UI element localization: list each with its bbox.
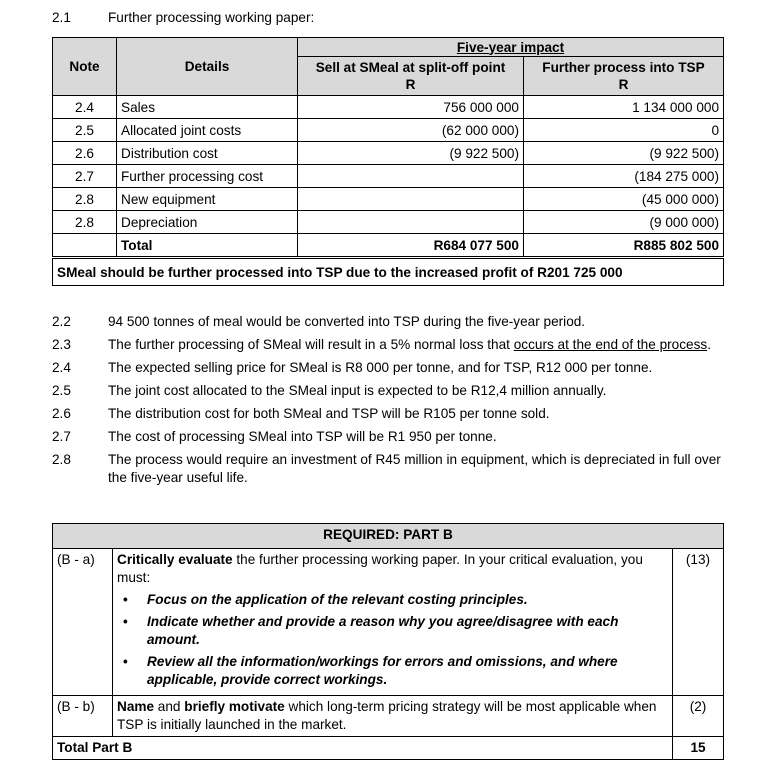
- header-further-line1: Further process into TSP: [542, 60, 705, 75]
- row-further-amount: 0: [524, 119, 724, 142]
- row-details: Allocated joint costs: [117, 119, 298, 142]
- row-sell-amount: (62 000 000): [298, 119, 524, 142]
- question-b-text: which long-term pricing strategy will be most applicable when TSP is initially launched in the market.: [117, 699, 657, 732]
- row-note: 2.8: [53, 211, 117, 234]
- notes-list: [52, 313, 722, 492]
- row-further-amount: (45 000 000): [524, 188, 724, 211]
- question-a-intro: [117, 551, 668, 587]
- bullet-text: Indicate whether and provide a reason why you agree/disagree with each amount.: [147, 614, 619, 647]
- working-paper-row: [53, 142, 724, 165]
- header-sell-split-off: [298, 57, 524, 96]
- bullet-item: [117, 591, 668, 609]
- total-part-b-label: Total Part B: [53, 737, 673, 760]
- header-sell-line1: Sell at SMeal at split-off point: [315, 60, 506, 75]
- question-b-label: (B - b): [53, 696, 113, 737]
- note-text: [108, 336, 722, 354]
- row-sell-amount: 756 000 000: [298, 96, 524, 119]
- header-five-year-impact: Five-year impact: [298, 38, 724, 57]
- note-2-2: [52, 313, 722, 331]
- question-b-body: [113, 696, 673, 737]
- header-further-process: [524, 57, 724, 96]
- row-details: Sales: [117, 96, 298, 119]
- row-note: 2.6: [53, 142, 117, 165]
- row-further-amount: 1 134 000 000: [524, 96, 724, 119]
- note-text: The cost of processing SMeal into TSP will be R1 950 per tonne.: [108, 429, 497, 444]
- row-further-amount: (9 922 500): [524, 142, 724, 165]
- note-2-8: [52, 451, 722, 487]
- row-sell-amount: (9 922 500): [298, 142, 524, 165]
- required-part-b-table: [52, 523, 724, 760]
- row-note: 2.4: [53, 96, 117, 119]
- note-text-underlined: occurs at the end of the process: [513, 337, 708, 352]
- header-further-line2: R: [618, 77, 629, 92]
- question-a-text: the further processing working paper. In your critical evaluation, you must:: [117, 552, 643, 585]
- row-further-amount: (184 275 000): [524, 165, 724, 188]
- working-paper-table: [52, 37, 724, 286]
- question-a-marks: (13): [673, 549, 724, 696]
- row-note: 2.5: [53, 119, 117, 142]
- section-number: 2.1: [52, 10, 71, 25]
- row-details: Further processing cost: [117, 165, 298, 188]
- note-2-3: [52, 336, 722, 354]
- bullet-text: Review all the information/workings for errors and omissions, and where applicable, provide correct workings.: [147, 654, 618, 687]
- row-note: 2.8: [53, 188, 117, 211]
- row-sell-amount: [298, 188, 524, 211]
- note-number: 2.5: [52, 383, 71, 398]
- header-sell-line2: R: [405, 77, 416, 92]
- header-details: Details: [117, 38, 298, 96]
- working-paper-row: [53, 211, 724, 234]
- note-number: 2.7: [52, 429, 71, 444]
- bullet-icon: •: [123, 592, 128, 607]
- row-details: Distribution cost: [117, 142, 298, 165]
- working-paper-row: [53, 119, 724, 142]
- note-text: The expected selling price for SMeal is R8 000 per tonne, and for TSP, R12 000 per tonne.: [108, 360, 653, 375]
- section-title: Further processing working paper:: [108, 10, 315, 25]
- question-a-bold: Critically evaluate: [117, 552, 233, 567]
- note-text: 94 500 tonnes of meal would be converted into TSP during the five-year period.: [108, 314, 586, 329]
- total-part-b-marks: 15: [673, 737, 724, 760]
- note-text: The process would require an investment of R45 million in equipment, which is depreciated in full over the five-year useful life.: [108, 452, 721, 485]
- total-further: R885 802 500: [524, 234, 724, 258]
- bullet-text: Focus on the application of the relevant costing principles.: [147, 592, 528, 607]
- note-text-part: The further processing of SMeal will result in a 5% normal loss that: [108, 337, 514, 352]
- working-paper-row: [53, 188, 724, 211]
- question-a-body: [113, 549, 673, 696]
- bullet-icon: •: [123, 614, 128, 629]
- question-b-bold1: Name: [117, 699, 155, 714]
- row-sell-amount: [298, 211, 524, 234]
- note-text-end: .: [707, 337, 711, 352]
- note-text: The joint cost allocated to the SMeal input is expected to be R12,4 million annually.: [108, 383, 607, 398]
- bullet-item: [117, 653, 668, 689]
- total-label: Total: [117, 234, 298, 258]
- total-note-cell: [53, 234, 117, 258]
- row-details: New equipment: [117, 188, 298, 211]
- row-further-amount: (9 000 000): [524, 211, 724, 234]
- note-number: 2.8: [52, 452, 71, 467]
- question-b-mid: and: [154, 699, 185, 714]
- working-paper-row: [53, 165, 724, 188]
- note-number: 2.6: [52, 406, 71, 421]
- header-note: Note: [53, 38, 117, 96]
- question-b-bold2: briefly motivate: [184, 699, 285, 714]
- conclusion: SMeal should be further processed into TSP due to the increased profit of R201 725 000: [53, 258, 724, 286]
- bullet-icon: •: [123, 654, 128, 669]
- row-sell-amount: [298, 165, 524, 188]
- note-text: The distribution cost for both SMeal and TSP will be R105 per tonne sold.: [108, 406, 550, 421]
- required-title: REQUIRED: PART B: [53, 524, 724, 549]
- row-note: 2.7: [53, 165, 117, 188]
- note-2-7: [52, 428, 722, 446]
- note-number: 2.4: [52, 360, 71, 375]
- note-2-4: [52, 359, 722, 377]
- total-sell: R684 077 500: [298, 234, 524, 258]
- working-paper-row: [53, 96, 724, 119]
- note-2-6: [52, 405, 722, 423]
- row-details: Depreciation: [117, 211, 298, 234]
- question-a-label: (B - a): [53, 549, 113, 696]
- bullet-item: [117, 613, 668, 649]
- note-number: 2.3: [52, 337, 71, 352]
- note-2-5: [52, 382, 722, 400]
- note-number: 2.2: [52, 314, 71, 329]
- question-b-marks: (2): [673, 696, 724, 737]
